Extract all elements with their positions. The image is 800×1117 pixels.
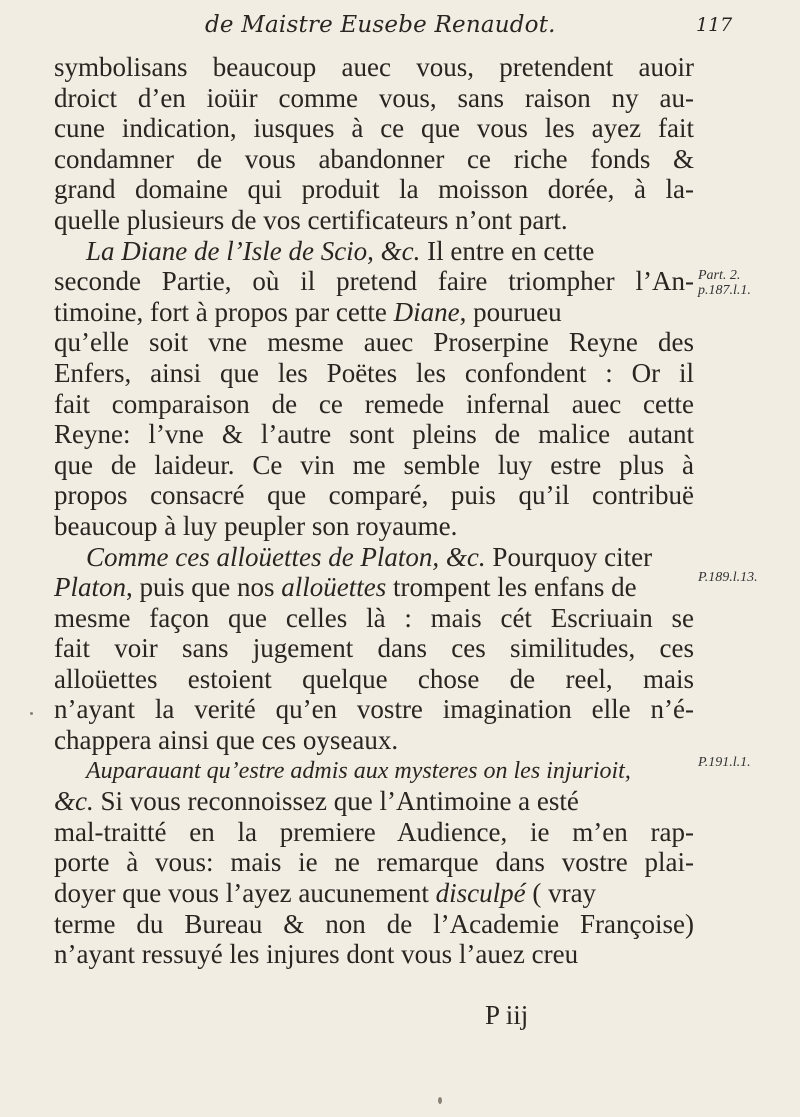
text-italic: disculpé <box>435 878 526 909</box>
text-italic: alloüettes <box>281 572 387 603</box>
page-number: 117 <box>696 14 733 36</box>
text-line <box>54 542 694 573</box>
margin-note-line: Part. 2. <box>698 268 741 283</box>
text-line <box>54 572 694 603</box>
text-line: fait voir sans jugement dans ces similitudes, ces <box>54 633 694 664</box>
text-line: mesme façon que celles là : mais cét Escriuain se <box>54 602 694 633</box>
margin-note-part <box>698 268 798 298</box>
text-line: fait comparaison de ce remede infernal auec cette <box>54 388 694 419</box>
text-span: trompent les enfans de <box>386 572 637 603</box>
text-italic: &c. <box>54 786 94 817</box>
text-span: , puis que nos <box>126 572 282 603</box>
text-span: ( vray <box>525 878 597 909</box>
text-line: qu’elle soit vne mesme auec Proserpine Reyne des <box>54 327 694 358</box>
running-title: de Maistre Eusebe Renaudot. <box>205 12 556 38</box>
text-span: Il entre en cette <box>420 235 595 266</box>
text-line: propos consacré que comparé, puis qu’il contribuë <box>54 480 694 511</box>
text-line: porte à vous: mais ie ne remarque dans vostre plai- <box>54 847 694 878</box>
citation-italic: Comme ces alloüettes de Platon, &c. <box>86 541 486 572</box>
text-italic: Platon <box>54 572 126 603</box>
text-line <box>54 878 694 909</box>
margin-note-ref: P.189.l.13. <box>698 570 758 585</box>
text-span: timoine, fort à propos par cette <box>54 296 394 327</box>
text-span: doyer que vous l’ayez aucunement <box>54 878 436 909</box>
text-line: grand domaine qui produit la moisson dorée, à la- <box>54 174 694 205</box>
body-text <box>54 52 694 970</box>
text-line <box>54 236 694 267</box>
text-line: Enfers, ainsi que les Poëtes les confondent : Or il <box>54 357 694 388</box>
text-line: seconde Partie, où il pretend faire triompher l’An- <box>54 266 694 297</box>
text-span: Si vous reconnoissez que l’Antimoine a esté <box>93 786 579 817</box>
text-line: terme du Bureau & non de l’Academie Françoise) <box>54 908 694 939</box>
text-span: Pourquoy citer <box>485 541 653 572</box>
text-line: droict d’en ioüir comme vous, sans raison ny au- <box>54 82 694 113</box>
text-line: alloüettes estoient quelque chose de reel, mais <box>54 663 694 694</box>
ink-speck <box>438 1097 442 1104</box>
text-line <box>54 297 694 328</box>
text-line: que de laideur. Ce vin me semble luy estre plus à <box>54 449 694 480</box>
citation-italic: Auparauant qu’estre admis aux mysteres on les injurioit, <box>86 757 631 784</box>
margin-note-ref: P.191.l.1. <box>698 755 751 770</box>
page-header <box>0 8 800 48</box>
signature-mark: P iij <box>485 1000 529 1030</box>
text-italic: Diane <box>393 296 460 327</box>
citation-italic: La Diane de l’Isle de Scio, &c. <box>86 235 421 266</box>
text-line: quelle plusieurs de vos certificateurs n’ont part. <box>54 204 568 235</box>
ink-speck <box>30 712 33 715</box>
text-line: symbolisans beaucoup auec vous, pretendent auoir <box>54 52 694 82</box>
text-line: cune indication, iusques à ce que vous les ayez fait <box>54 113 694 144</box>
text-line: Reyne: l’vne & l’autre sont pleins de malice autant <box>54 419 694 450</box>
text-line: beaucoup à luy peupler son royaume. <box>54 510 458 541</box>
text-span: , pourueu <box>459 296 562 327</box>
text-line: chappera ainsi que ces oyseaux. <box>54 725 399 756</box>
text-line: mal-traitté en la premiere Audience, ie m’en rap- <box>54 816 694 847</box>
text-line: condamner de vous abandonner ce riche fonds & <box>54 143 694 174</box>
text-line: n’ayant ressuyé les injures dont vous l’auez creu <box>54 939 579 970</box>
text-line <box>54 786 694 817</box>
text-line: n’ayant la verité qu’en vostre imagination elle n’é- <box>54 694 694 725</box>
margin-note-line: p.187.l.1. <box>698 283 751 298</box>
